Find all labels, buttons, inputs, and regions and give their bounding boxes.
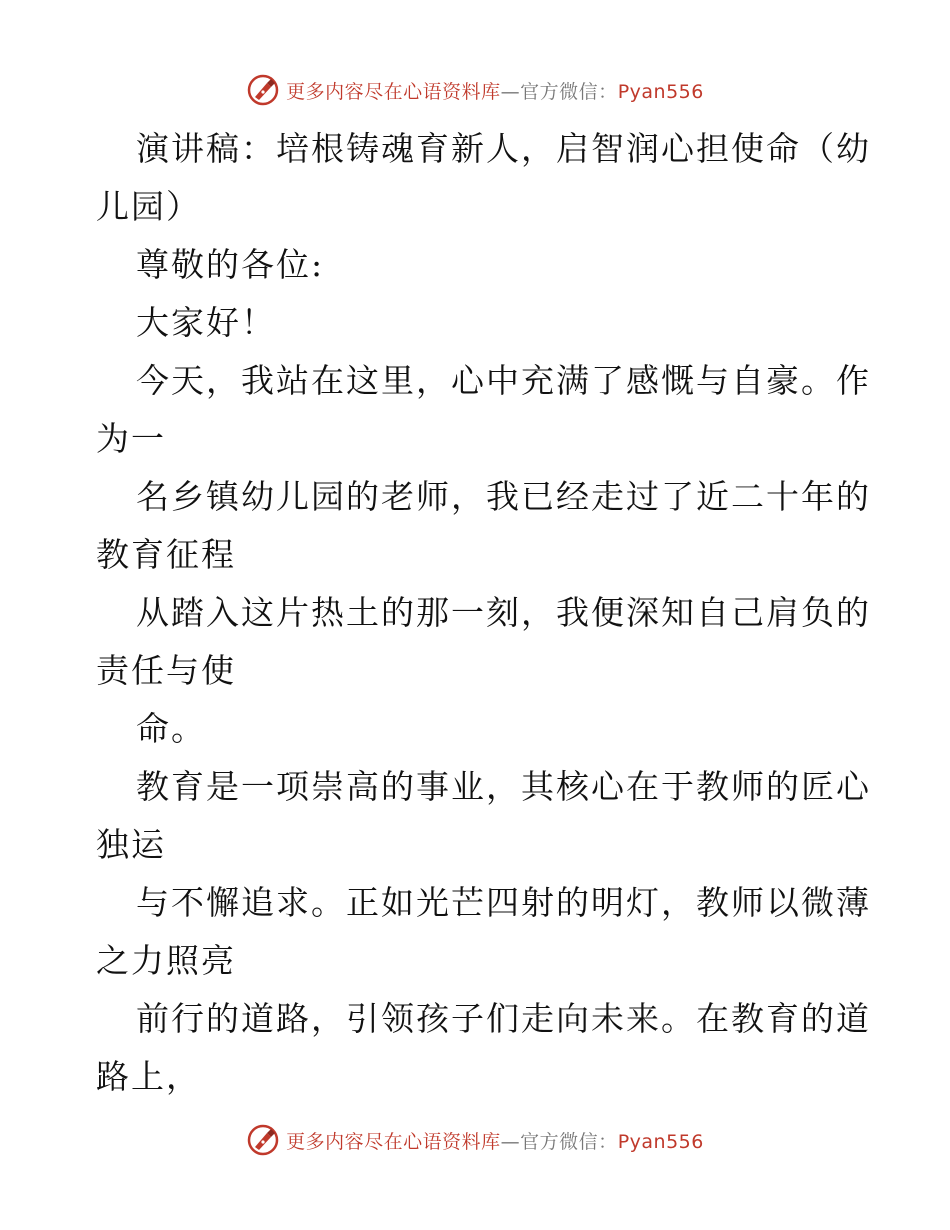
text-line: 路上， — [96, 1057, 201, 1096]
text-line: 从踏入这片热土的那一刻，我便深知自己肩负的 — [136, 593, 871, 632]
footer-banner-text — [286, 1127, 704, 1154]
text-line: 前行的道路，引领孩子们走向未来。在教育的道 — [136, 999, 871, 1038]
footer-banner — [0, 1120, 950, 1160]
text-line: 尊敬的各位: — [136, 245, 325, 284]
header-banner — [0, 70, 950, 110]
text-line: 独运 — [96, 825, 166, 864]
text-line: 之力照亮 — [96, 941, 236, 980]
banner-separator: — — [500, 80, 521, 103]
text-line: 教育征程 — [96, 535, 236, 574]
text-line: 教育是一项崇高的事业，其核心在于教师的匠心 — [136, 767, 871, 806]
site-name: 更多内容尽在心语资料库 — [286, 80, 501, 103]
text-line: 演讲稿：培根铸魂育新人，启智润心担使命（幼 — [136, 129, 871, 168]
text-line: 儿园） — [96, 187, 201, 226]
wechat-id: Pyan556 — [617, 80, 704, 103]
site-name: 更多内容尽在心语资料库 — [286, 1130, 501, 1153]
text-line: 今天，我站在这里，心中充满了感慨与自豪。作 — [136, 361, 871, 400]
pen-nib-logo-icon — [246, 1123, 280, 1157]
text-line: 与不懈追求。正如光芒四射的明灯，教师以微薄 — [136, 883, 871, 922]
wechat-label: 官方微信： — [520, 80, 618, 103]
text-line: 命。 — [136, 709, 206, 748]
wechat-label: 官方微信： — [520, 1130, 618, 1153]
wechat-id: Pyan556 — [617, 1130, 704, 1153]
banner-separator: — — [500, 1130, 521, 1153]
pen-nib-logo-icon — [246, 73, 280, 107]
text-line: 为一 — [96, 419, 166, 458]
text-line: 大家好！ — [136, 303, 276, 342]
text-line: 名乡镇幼儿园的老师，我已经走过了近二十年的 — [136, 477, 871, 516]
header-banner-text — [286, 77, 704, 104]
text-line: 责任与使 — [96, 651, 236, 690]
document-body — [96, 120, 871, 1106]
